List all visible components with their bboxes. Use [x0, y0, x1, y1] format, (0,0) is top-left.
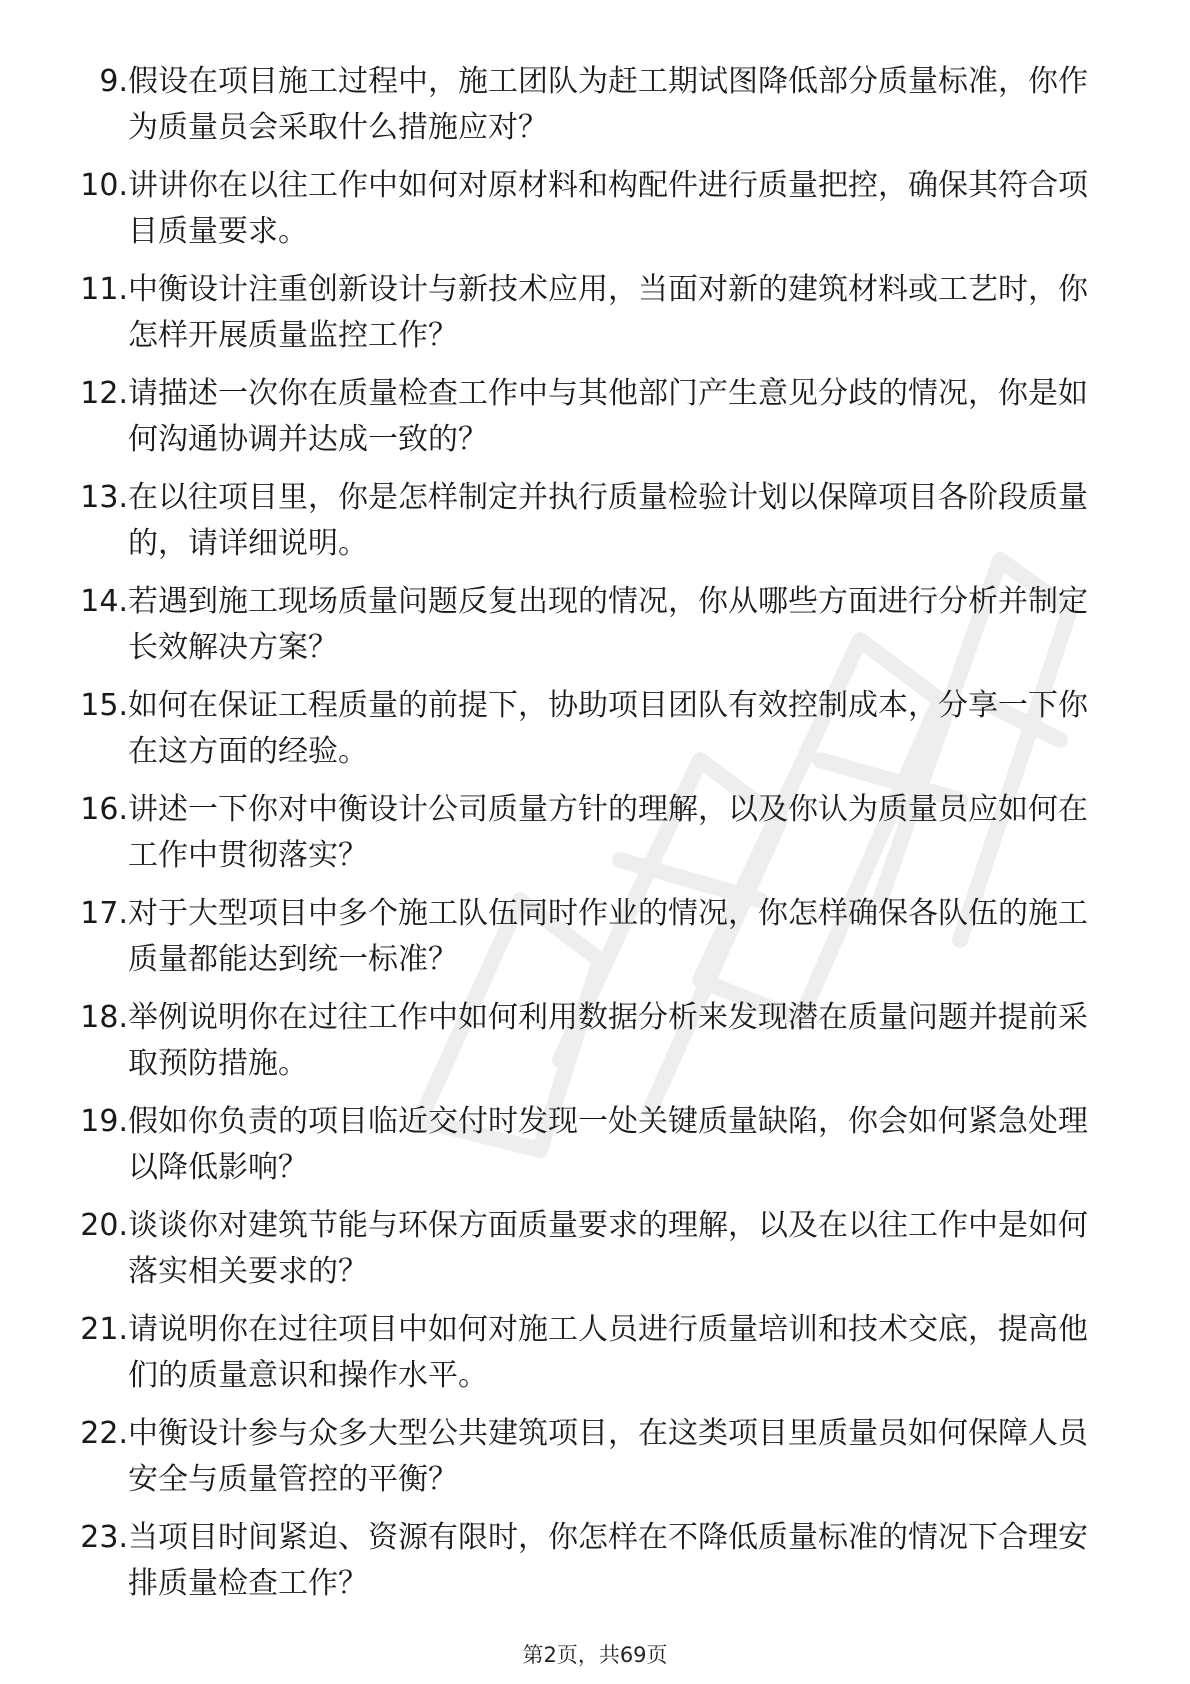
question-number: 15. [80, 688, 128, 723]
list-item [0, 1090, 1190, 1194]
list-item [0, 778, 1190, 882]
question-number: 18. [80, 1000, 128, 1035]
list-item [0, 882, 1190, 986]
question-text: 谈谈你对建筑节能与环保方面质量要求的理解，以及在以往工作中是如何落实相关要求的？ [128, 1208, 1088, 1289]
list-item [0, 258, 1190, 362]
question-text: 如何在保证工程质量的前提下，协助项目团队有效控制成本，分享一下你在这方面的经验。 [128, 688, 1088, 769]
question-text: 请说明你在过往项目中如何对施工人员进行质量培训和技术交底，提高他们的质量意识和操作水平。 [128, 1312, 1088, 1393]
question-text: 讲述一下你对中衡设计公司质量方针的理解，以及你认为质量员应如何在工作中贯彻落实？ [128, 792, 1088, 873]
question-text: 中衡设计参与众多大型公共建筑项目，在这类项目里质量员如何保障人员安全与质量管控的平衡？ [128, 1416, 1088, 1497]
list-item [0, 50, 1190, 154]
list-item [0, 674, 1190, 778]
question-number: 17. [80, 896, 128, 931]
question-text: 假设在项目施工过程中，施工团队为赶工期试图降低部分质量标准，你作为质量员会采取什么措施应对？ [128, 64, 1088, 145]
question-text: 请描述一次你在质量检查工作中与其他部门产生意见分歧的情况，你是如何沟通协调并达成一致的？ [128, 376, 1088, 457]
question-number: 11. [80, 272, 128, 307]
list-item [0, 1194, 1190, 1298]
list-item [0, 362, 1190, 466]
list-item [0, 1402, 1190, 1506]
question-number: 14. [80, 584, 128, 619]
question-number: 9. [99, 64, 128, 99]
question-text: 假如你负责的项目临近交付时发现一处关键质量缺陷，你会如何紧急处理以降低影响？ [128, 1104, 1088, 1185]
question-text: 对于大型项目中多个施工队伍同时作业的情况，你怎样确保各队伍的施工质量都能达到统一标准？ [128, 896, 1088, 977]
question-text: 中衡设计注重创新设计与新技术应用，当面对新的建筑材料或工艺时，你怎样开展质量监控工作？ [128, 272, 1088, 353]
question-text: 若遇到施工现场质量问题反复出现的情况，你从哪些方面进行分析并制定长效解决方案？ [128, 584, 1088, 665]
question-number: 22. [80, 1416, 128, 1451]
question-number: 13. [80, 480, 128, 515]
question-text: 在以往项目里，你是怎样制定并执行质量检验计划以保障项目各阶段质量的，请详细说明。 [128, 480, 1088, 561]
question-text: 讲讲你在以往工作中如何对原材料和构配件进行质量把控，确保其符合项目质量要求。 [128, 168, 1088, 249]
list-item [0, 1506, 1190, 1610]
question-number: 12. [80, 376, 128, 411]
question-number: 10. [80, 168, 128, 203]
question-number: 16. [80, 792, 128, 827]
list-item [0, 1298, 1190, 1402]
page-footer: 第2页，共69页 [522, 1643, 668, 1667]
list-item [0, 154, 1190, 258]
list-item [0, 570, 1190, 674]
list-item [0, 986, 1190, 1090]
list-item [0, 466, 1190, 570]
question-number: 23. [80, 1520, 128, 1555]
question-text: 当项目时间紧迫、资源有限时，你怎样在不降低质量标准的情况下合理安排质量检查工作？ [128, 1520, 1088, 1601]
question-number: 19. [80, 1104, 128, 1139]
question-list [0, 50, 1190, 1610]
question-text: 举例说明你在过往工作中如何利用数据分析来发现潜在质量问题并提前采取预防措施。 [128, 1000, 1088, 1081]
question-number: 21. [80, 1312, 128, 1347]
question-number: 20. [80, 1208, 128, 1243]
